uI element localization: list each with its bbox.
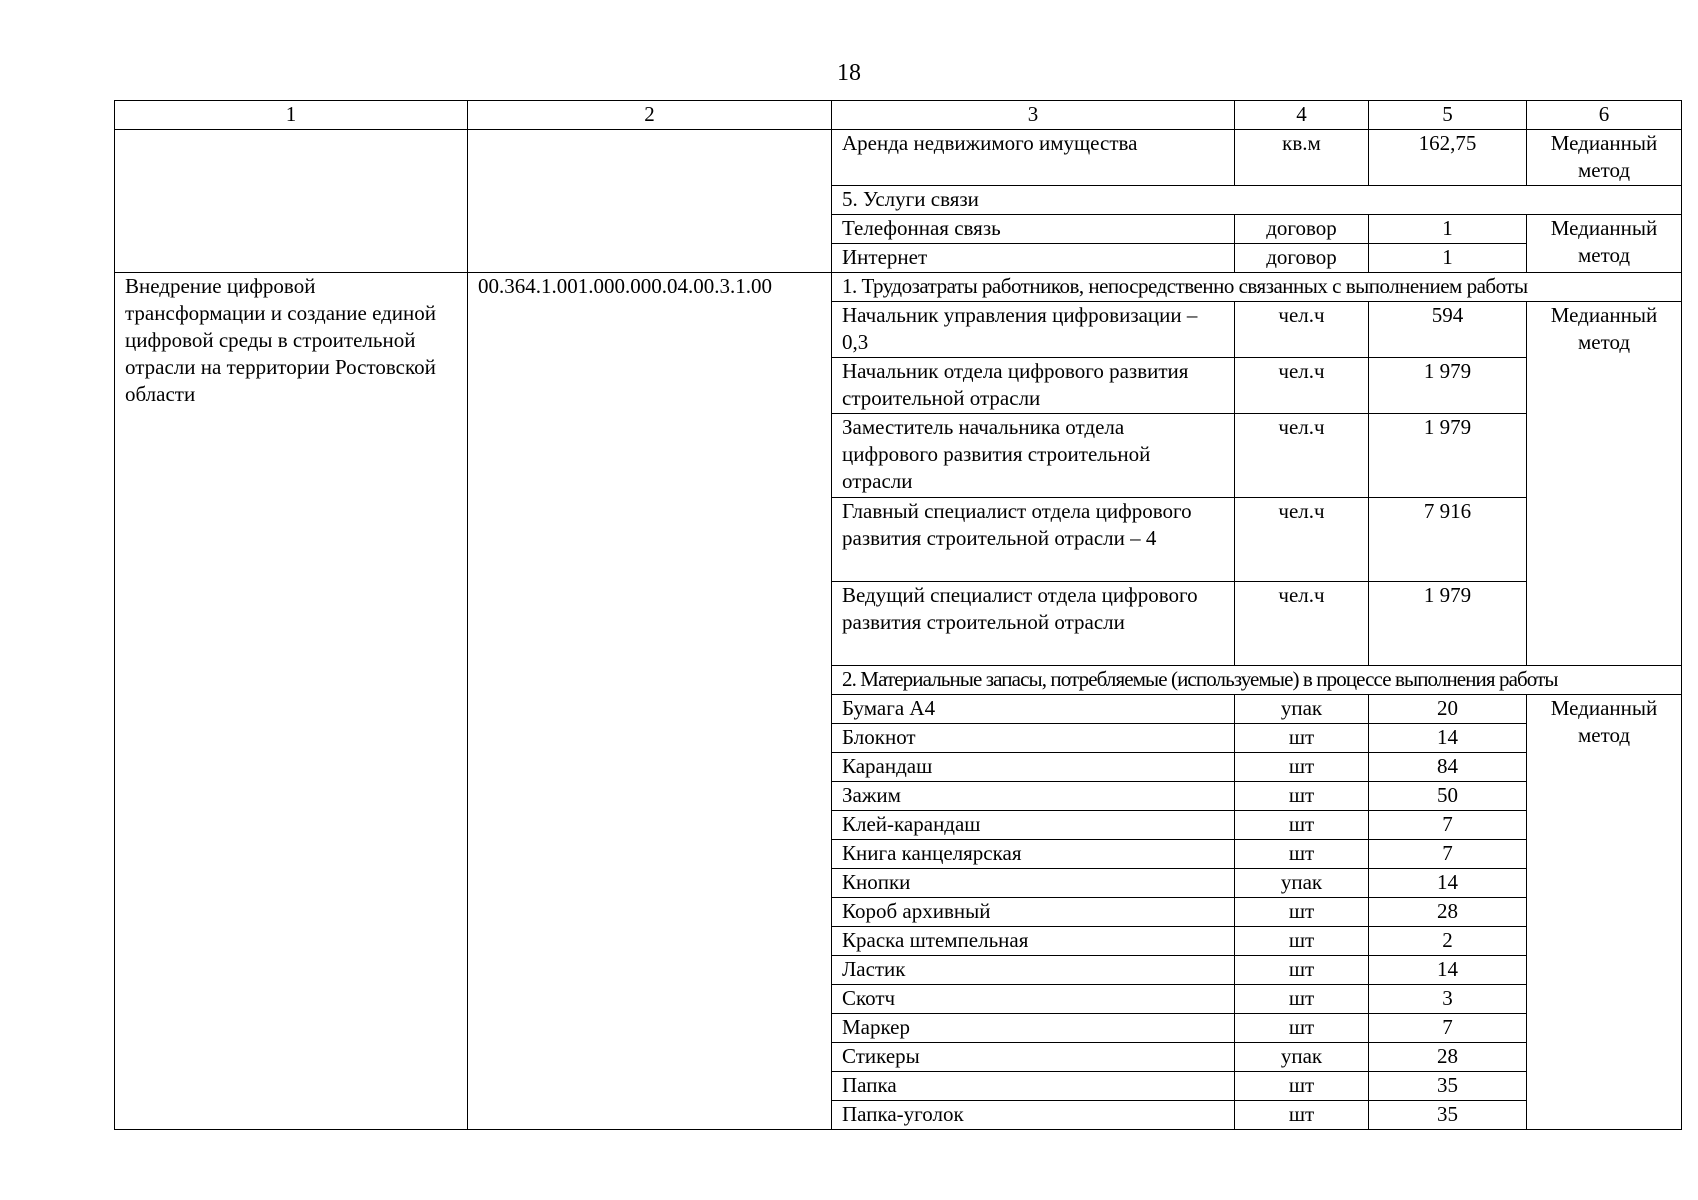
item-cell: Стикеры — [832, 1043, 1235, 1072]
section-title: 1. Трудозатраты работников, непосредственно связанных с выполнением работы — [832, 273, 1682, 302]
item-cell: Скотч — [832, 985, 1235, 1014]
value-cell: 1 — [1369, 215, 1527, 244]
item-cell: Кнопки — [832, 869, 1235, 898]
value-cell: 35 — [1369, 1072, 1527, 1101]
value-cell: 3 — [1369, 985, 1527, 1014]
item-cell: Маркер — [832, 1014, 1235, 1043]
empty-name-cell — [115, 130, 468, 273]
value-cell: 20 — [1369, 695, 1527, 724]
method-cell: Медианный метод — [1527, 215, 1682, 273]
unit-cell: упак — [1235, 695, 1369, 724]
value-cell: 50 — [1369, 782, 1527, 811]
unit-cell: договор — [1235, 244, 1369, 273]
value-cell: 14 — [1369, 869, 1527, 898]
unit-cell: чел.ч — [1235, 582, 1369, 666]
item-cell: Короб архивный — [832, 898, 1235, 927]
unit-cell: шт — [1235, 840, 1369, 869]
item-cell: Ведущий специалист отдела цифрового развития строительной отрасли — [832, 582, 1235, 666]
unit-cell: шт — [1235, 1072, 1369, 1101]
method-cell: Медианный метод — [1527, 302, 1682, 666]
unit-cell: шт — [1235, 1101, 1369, 1130]
col-header-2: 2 — [468, 101, 832, 130]
value-cell: 7 — [1369, 840, 1527, 869]
value-cell: 28 — [1369, 898, 1527, 927]
item-cell: Интернет — [832, 244, 1235, 273]
section-row — [115, 273, 1682, 302]
unit-cell: шт — [1235, 1014, 1369, 1043]
unit-cell: шт — [1235, 811, 1369, 840]
item-cell: Краска штемпельная — [832, 927, 1235, 956]
unit-cell: шт — [1235, 782, 1369, 811]
value-cell: 1 — [1369, 244, 1527, 273]
unit-cell: упак — [1235, 1043, 1369, 1072]
column-number-row — [115, 101, 1682, 130]
table-row — [115, 130, 1682, 186]
item-cell: Папка — [832, 1072, 1235, 1101]
item-cell: Ластик — [832, 956, 1235, 985]
unit-cell: шт — [1235, 985, 1369, 1014]
value-cell: 14 — [1369, 724, 1527, 753]
col-header-3: 3 — [832, 101, 1235, 130]
value-cell: 7 — [1369, 1014, 1527, 1043]
item-cell: Аренда недвижимого имущества — [832, 130, 1235, 186]
unit-cell: чел.ч — [1235, 498, 1369, 582]
value-cell: 28 — [1369, 1043, 1527, 1072]
unit-cell: чел.ч — [1235, 358, 1369, 414]
col-header-5: 5 — [1369, 101, 1527, 130]
unit-cell: упак — [1235, 869, 1369, 898]
item-cell: Бумага А4 — [832, 695, 1235, 724]
value-cell: 1 979 — [1369, 414, 1527, 498]
item-cell: Клей-карандаш — [832, 811, 1235, 840]
unit-cell: чел.ч — [1235, 414, 1369, 498]
value-cell: 1 979 — [1369, 582, 1527, 666]
item-cell: Блокнот — [832, 724, 1235, 753]
value-cell: 162,75 — [1369, 130, 1527, 186]
item-cell: Карандаш — [832, 753, 1235, 782]
section-title: 5. Услуги связи — [832, 186, 1682, 215]
unit-cell: кв.м — [1235, 130, 1369, 186]
unit-cell: шт — [1235, 753, 1369, 782]
value-cell: 7 916 — [1369, 498, 1527, 582]
page-number: 18 — [837, 60, 861, 86]
value-cell: 1 979 — [1369, 358, 1527, 414]
unit-cell: шт — [1235, 956, 1369, 985]
method-cell: Медианный метод — [1527, 130, 1682, 186]
item-cell: Телефонная связь — [832, 215, 1235, 244]
unit-cell: шт — [1235, 724, 1369, 753]
method-cell: Медианный метод — [1527, 695, 1682, 1130]
unit-cell: договор — [1235, 215, 1369, 244]
col-header-1: 1 — [115, 101, 468, 130]
col-header-6: 6 — [1527, 101, 1682, 130]
work-name-cell: Внедрение цифровой трансформации и создание единой цифровой среды в строительной отрасли на территории Ростовской области — [115, 273, 468, 1130]
value-cell: 35 — [1369, 1101, 1527, 1130]
value-cell: 2 — [1369, 927, 1527, 956]
value-cell: 7 — [1369, 811, 1527, 840]
item-cell: Книга канцелярская — [832, 840, 1235, 869]
item-cell: Главный специалист отдела цифрового развития строительной отрасли – 4 — [832, 498, 1235, 582]
item-cell: Папка-уголок — [832, 1101, 1235, 1130]
unit-cell: шт — [1235, 898, 1369, 927]
unit-cell: шт — [1235, 927, 1369, 956]
section-title: 2. Материальные запасы, потребляемые (используемые) в процессе выполнения работы — [832, 666, 1682, 695]
unit-cell: чел.ч — [1235, 302, 1369, 358]
value-cell: 14 — [1369, 956, 1527, 985]
item-cell: Заместитель начальника отдела цифрового развития строительной отрасли — [832, 414, 1235, 498]
col-header-4: 4 — [1235, 101, 1369, 130]
item-cell: Начальник отдела цифрового развития строительной отрасли — [832, 358, 1235, 414]
value-cell: 594 — [1369, 302, 1527, 358]
item-cell: Зажим — [832, 782, 1235, 811]
item-cell: Начальник управления цифровизации – 0,3 — [832, 302, 1235, 358]
cost-norms-table — [114, 100, 1682, 1130]
value-cell: 84 — [1369, 753, 1527, 782]
work-code-cell: 00.364.1.001.000.000.04.00.3.1.00 — [468, 273, 832, 1130]
empty-code-cell — [468, 130, 832, 273]
